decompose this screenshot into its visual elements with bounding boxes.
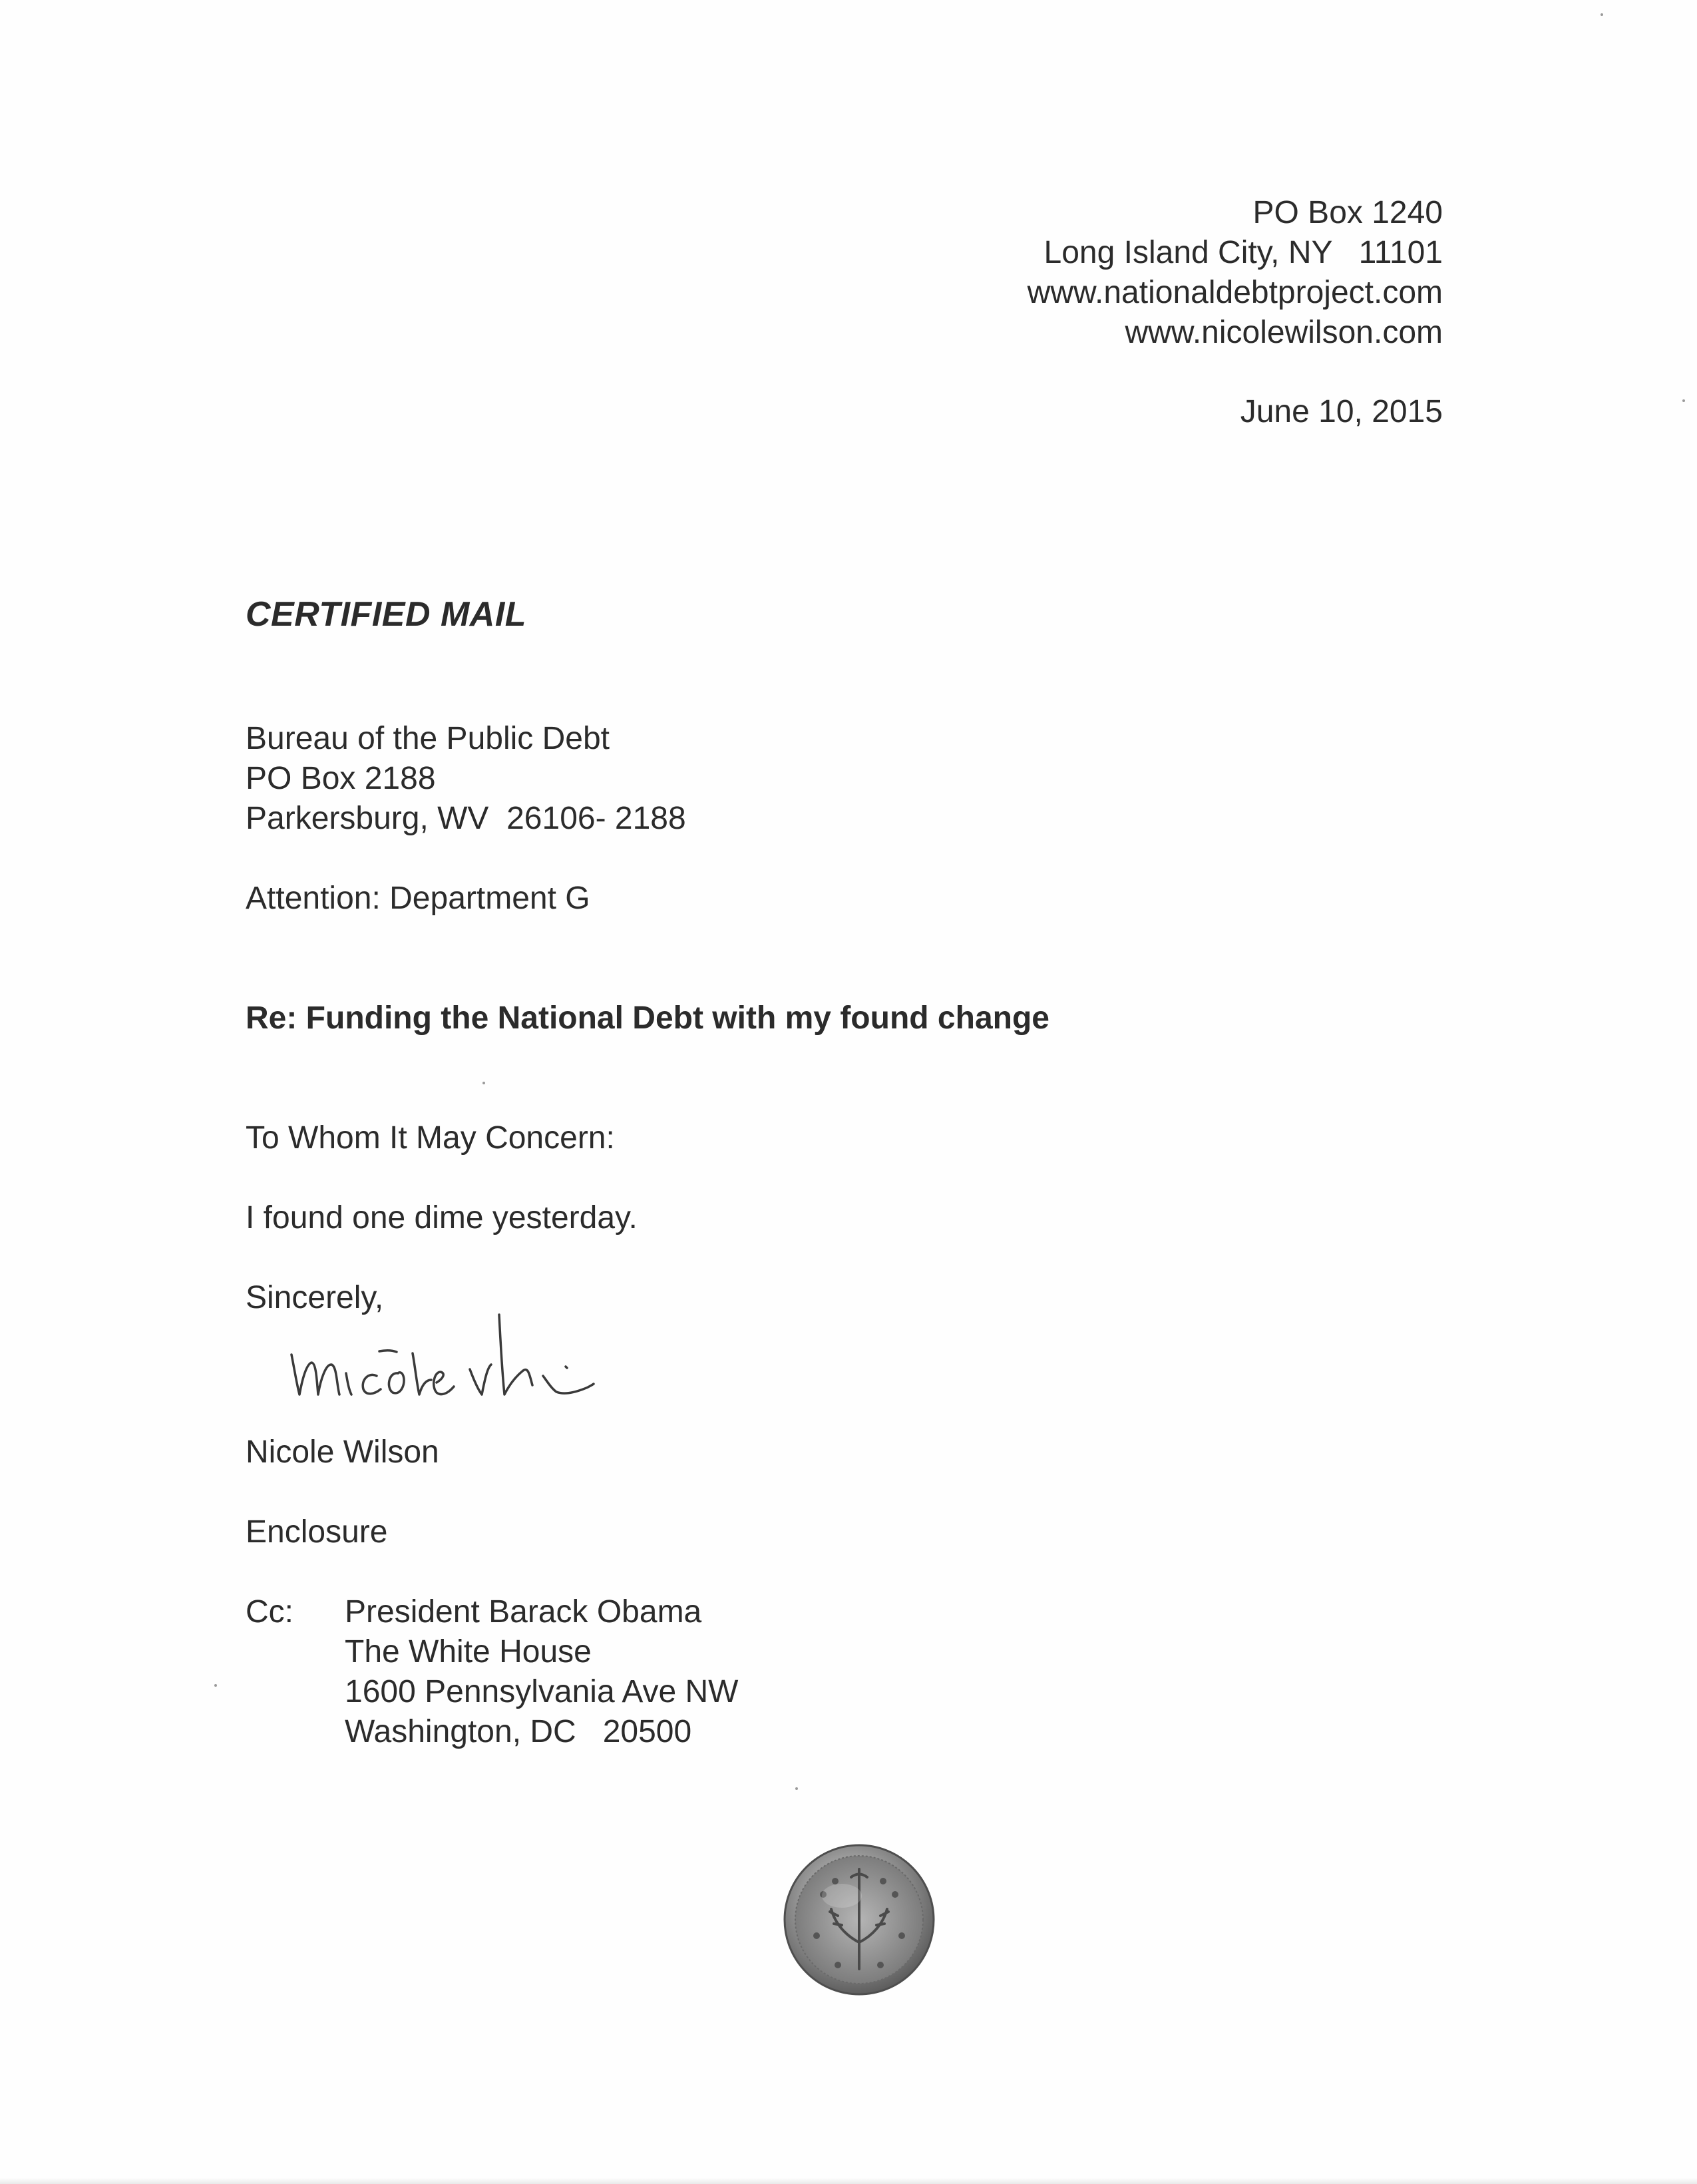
scan-bottom-edge <box>0 2177 1697 2184</box>
scan-speck <box>1682 399 1685 402</box>
sender-website-2: www.nicolewilson.com <box>1125 315 1443 350</box>
cc-label: Cc: <box>246 1594 293 1630</box>
certified-mail-heading: CERTIFIED MAIL <box>246 595 527 634</box>
closing: Sincerely, <box>246 1280 384 1315</box>
scan-speck <box>214 1684 217 1687</box>
scan-speck <box>795 1787 798 1790</box>
handwritten-signature <box>280 1301 679 1418</box>
scan-speck <box>1601 13 1603 16</box>
recipient-address-line2: Parkersburg, WV 26106- 2188 <box>246 801 686 836</box>
recipient-address-line1: PO Box 2188 <box>246 761 436 796</box>
signer-name: Nicole Wilson <box>246 1434 439 1470</box>
sender-address-line2: Long Island City, NY 11101 <box>1043 235 1443 270</box>
cc-line-2: The White House <box>345 1634 592 1669</box>
attention-line: Attention: Department G <box>246 881 590 916</box>
scan-speck <box>482 1082 485 1084</box>
cc-line-4: Washington, DC 20500 <box>345 1714 692 1749</box>
cc-line-3: 1600 Pennsylvania Ave NW <box>345 1674 739 1709</box>
recipient-name: Bureau of the Public Debt <box>246 721 610 756</box>
enclosure-note: Enclosure <box>246 1514 388 1550</box>
letter-body: I found one dime yesterday. <box>246 1200 638 1235</box>
sender-website-1: www.nationaldebtproject.com <box>1027 275 1443 310</box>
subject-line: Re: Funding the National Debt with my found change <box>246 1000 1049 1036</box>
sender-address-line1: PO Box 1240 <box>1252 195 1443 230</box>
cc-line-1: President Barack Obama <box>345 1594 702 1630</box>
letter-date: June 10, 2015 <box>1240 394 1443 429</box>
salutation: To Whom It May Concern: <box>246 1120 615 1156</box>
dime-coin-image <box>782 1843 936 1997</box>
